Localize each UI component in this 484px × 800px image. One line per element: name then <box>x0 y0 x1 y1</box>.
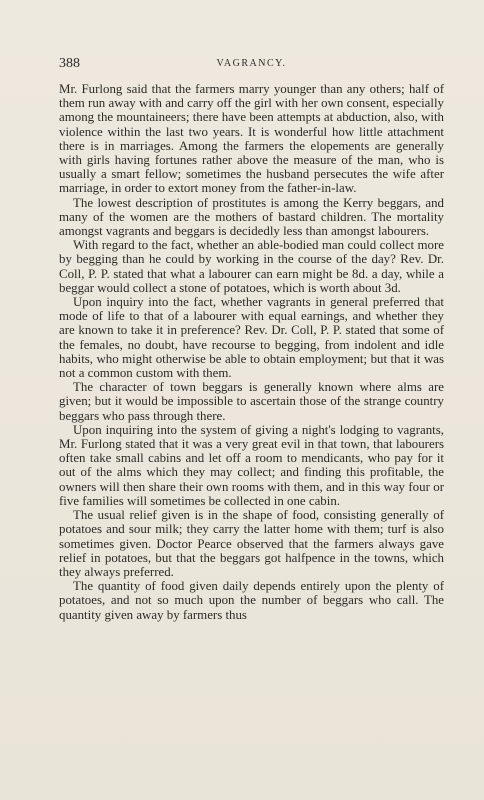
paragraph: Upon inquiring into the system of giving a night's lodging to vagrants, Mr. Furlong stated that it was a very great evil in that town, that labourers often take small cabins and let off a room to mendicants, who pay for it out of the alms which they may collect; and finding this profitable, the owners will then share their own rooms with them, and in this way four or five families will sometimes be collected in one cabin. <box>59 422 444 508</box>
paragraph: The character of town beggars is generally known where alms are given; but it would be impossible to ascertain those of the strange country beggars who pass through there. <box>59 380 444 423</box>
page-header <box>59 56 444 76</box>
paragraph: The usual relief given is in the shape of food, consisting generally of potatoes and sour milk; they carry the latter home with them; turf is also sometimes given. Doctor Pearce observed that the farmers always gave relief in potatoes, but that the beggars got halfpence in the towns, which they always preferred. <box>59 508 444 579</box>
paragraph: Upon inquiry into the fact, whether vagrants in general preferred that mode of life to that of a labourer with equal earnings, and whether they are known to take it in preference? Rev. Dr. Coll, P. P. stated that some of the females, no doubt, have recourse to begging, from indolent and idle habits, who might otherwise be able to obtain employment; but that it was not a common custom with them. <box>59 295 444 381</box>
paragraph: The quantity of food given daily depends entirely upon the plenty of potatoes, and not so much upon the number of beggars who call. The quantity given away by farmers thus <box>59 579 444 622</box>
paragraph: With regard to the fact, whether an able-bodied man could collect more by begging than he could by working in the course of the day? Rev. Dr. Coll, P. P. stated that what a labourer can earn might be 8d. a day, while a beggar would collect a stone of potatoes, which is worth about 3d. <box>59 238 444 295</box>
paragraph: The lowest description of prostitutes is among the Kerry beggars, and many of the women are the mothers of bastard children. The mortality amongst vagrants and beggars is decidedly less than amongst labourers. <box>59 195 444 239</box>
paragraph: Mr. Furlong said that the farmers marry younger than any others; half of them run away with and carry off the girl with her own consent, especially among the mountaineers; there have been attempts at abduction, also, with violence within the last two years. It is wonderful how little attachment there is in marriages. Among the farmers the elopements are generally with girls having fortunes rather above the measure of the man, who is usually a smart fellow; sometimes the husband persecutes the wife after marriage, in order to extort money from the father-in-law. <box>59 82 444 196</box>
running-head: VAGRANCY. <box>216 58 287 69</box>
body-text <box>59 82 444 622</box>
page-number: 388 <box>59 56 80 71</box>
